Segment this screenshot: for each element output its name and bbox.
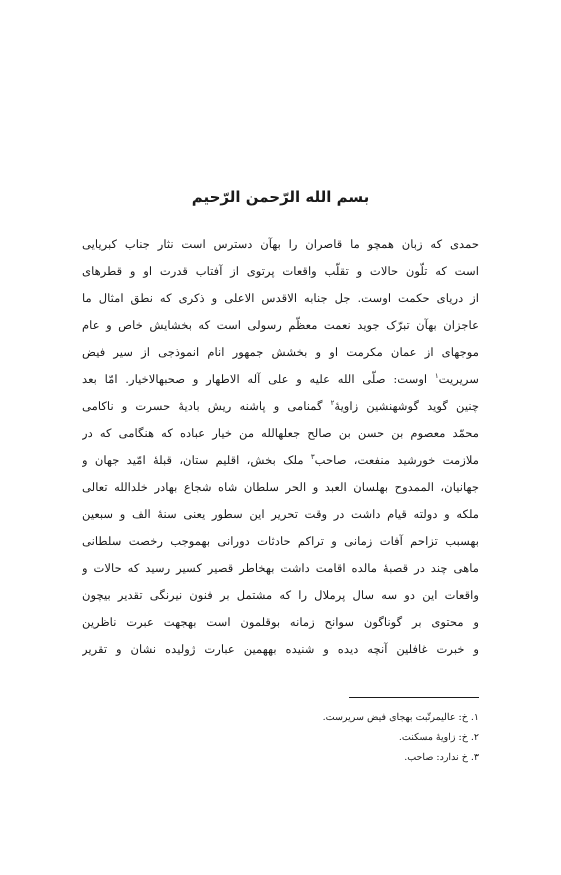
text-line: ماهی چند در قصبهٔ مالده اقامت داشت بهخاطر قصیر کسیر رسید که حالات و: [82, 561, 479, 575]
text-line: بهسبب تزاحم آفات زمانی و تراکم حادثات دورانی بهموجب رخصت سلطانی: [82, 534, 479, 548]
text-line: عاجزان بهآن تبرّک جوید نعمت معظّم رسولی است که بخشایش خاص و عام: [82, 318, 479, 332]
body-text: [82, 231, 479, 663]
footnote-item: ۲. خ: زاویهٔ مسکنت.: [398, 732, 479, 743]
footnote-separator: [349, 697, 479, 698]
text-line: ملکه و دولته قیام داشت در وقت تحریر این سطور یعنی سنهٔ الف و سبعین: [82, 507, 479, 521]
text-line: چنین گوید گوشهنشین زاویهٔ$^۲$ گمنامی و پاشنه ریش بادیهٔ حسرت و ناکامی: [82, 399, 479, 413]
text-line: حمدی که زبان همچو ما قاصران را بهآن دسترس است نثار جناب کبریایی: [82, 237, 479, 251]
text-line: و خبرت غافلین آنچه دیده و شنیده بههمین عبارت ژولیده نشان و تقریر: [82, 642, 479, 656]
text-line: از دریای حکمت اوست. جل جنابه الاقدس الاعلی و ذکری که نطق امثال ما: [82, 291, 479, 305]
text-line: ملازمت خورشید منفعت، صاحب$^۳$ ملک بخش، اقلیم ستان، قبلهٔ امّید جهان و: [82, 453, 479, 467]
basmala-heading: بسم الله الرّحمن الرّحیم: [191, 188, 370, 206]
text-line: سریریت$^۱$ اوست: صلّی الله علیه و علی آله الاطهار و صحبهالاخیار. امّا بعد: [82, 372, 479, 386]
text-line: محمّد معصوم بن حسن بن صالح جعلهالله من خیار عباده که هنگامی که در: [82, 426, 479, 440]
text-line: واقعات این دو سه سال پرملال را که مشتمل بر فنون نیرنگی تقدیر بیچون: [82, 588, 479, 602]
footnotes: [82, 708, 479, 768]
text-line: است که تلّون حالات و تقلّب واقعات پرتوی از آفتاب قدرت او و قطرهای: [82, 264, 479, 278]
footnote-item: ۱. خ: عالیمرتّبت بهجای فیض سریرست.: [322, 712, 479, 723]
footnote-item: ۳. خ ندارد: صاحب.: [404, 752, 479, 763]
text-line: و محتوی بر گوناگون سوانح زمانه بوقلمون است بهجهت عبرت ناظرین: [82, 615, 479, 629]
text-line: موجهای از عمان مکرمت او و بخشش جمهور انام انموذجی از سیر فیض: [82, 345, 479, 359]
footnote-marker: ۲: [330, 399, 335, 408]
text-line: جهانیان، الممدوح بهلسان العبد و الحر سلطان شاه شجاع بهادر خلدالله تعالی: [82, 480, 479, 494]
footnote-marker: ۳: [310, 453, 315, 462]
footnote-marker: ۱: [434, 372, 439, 381]
